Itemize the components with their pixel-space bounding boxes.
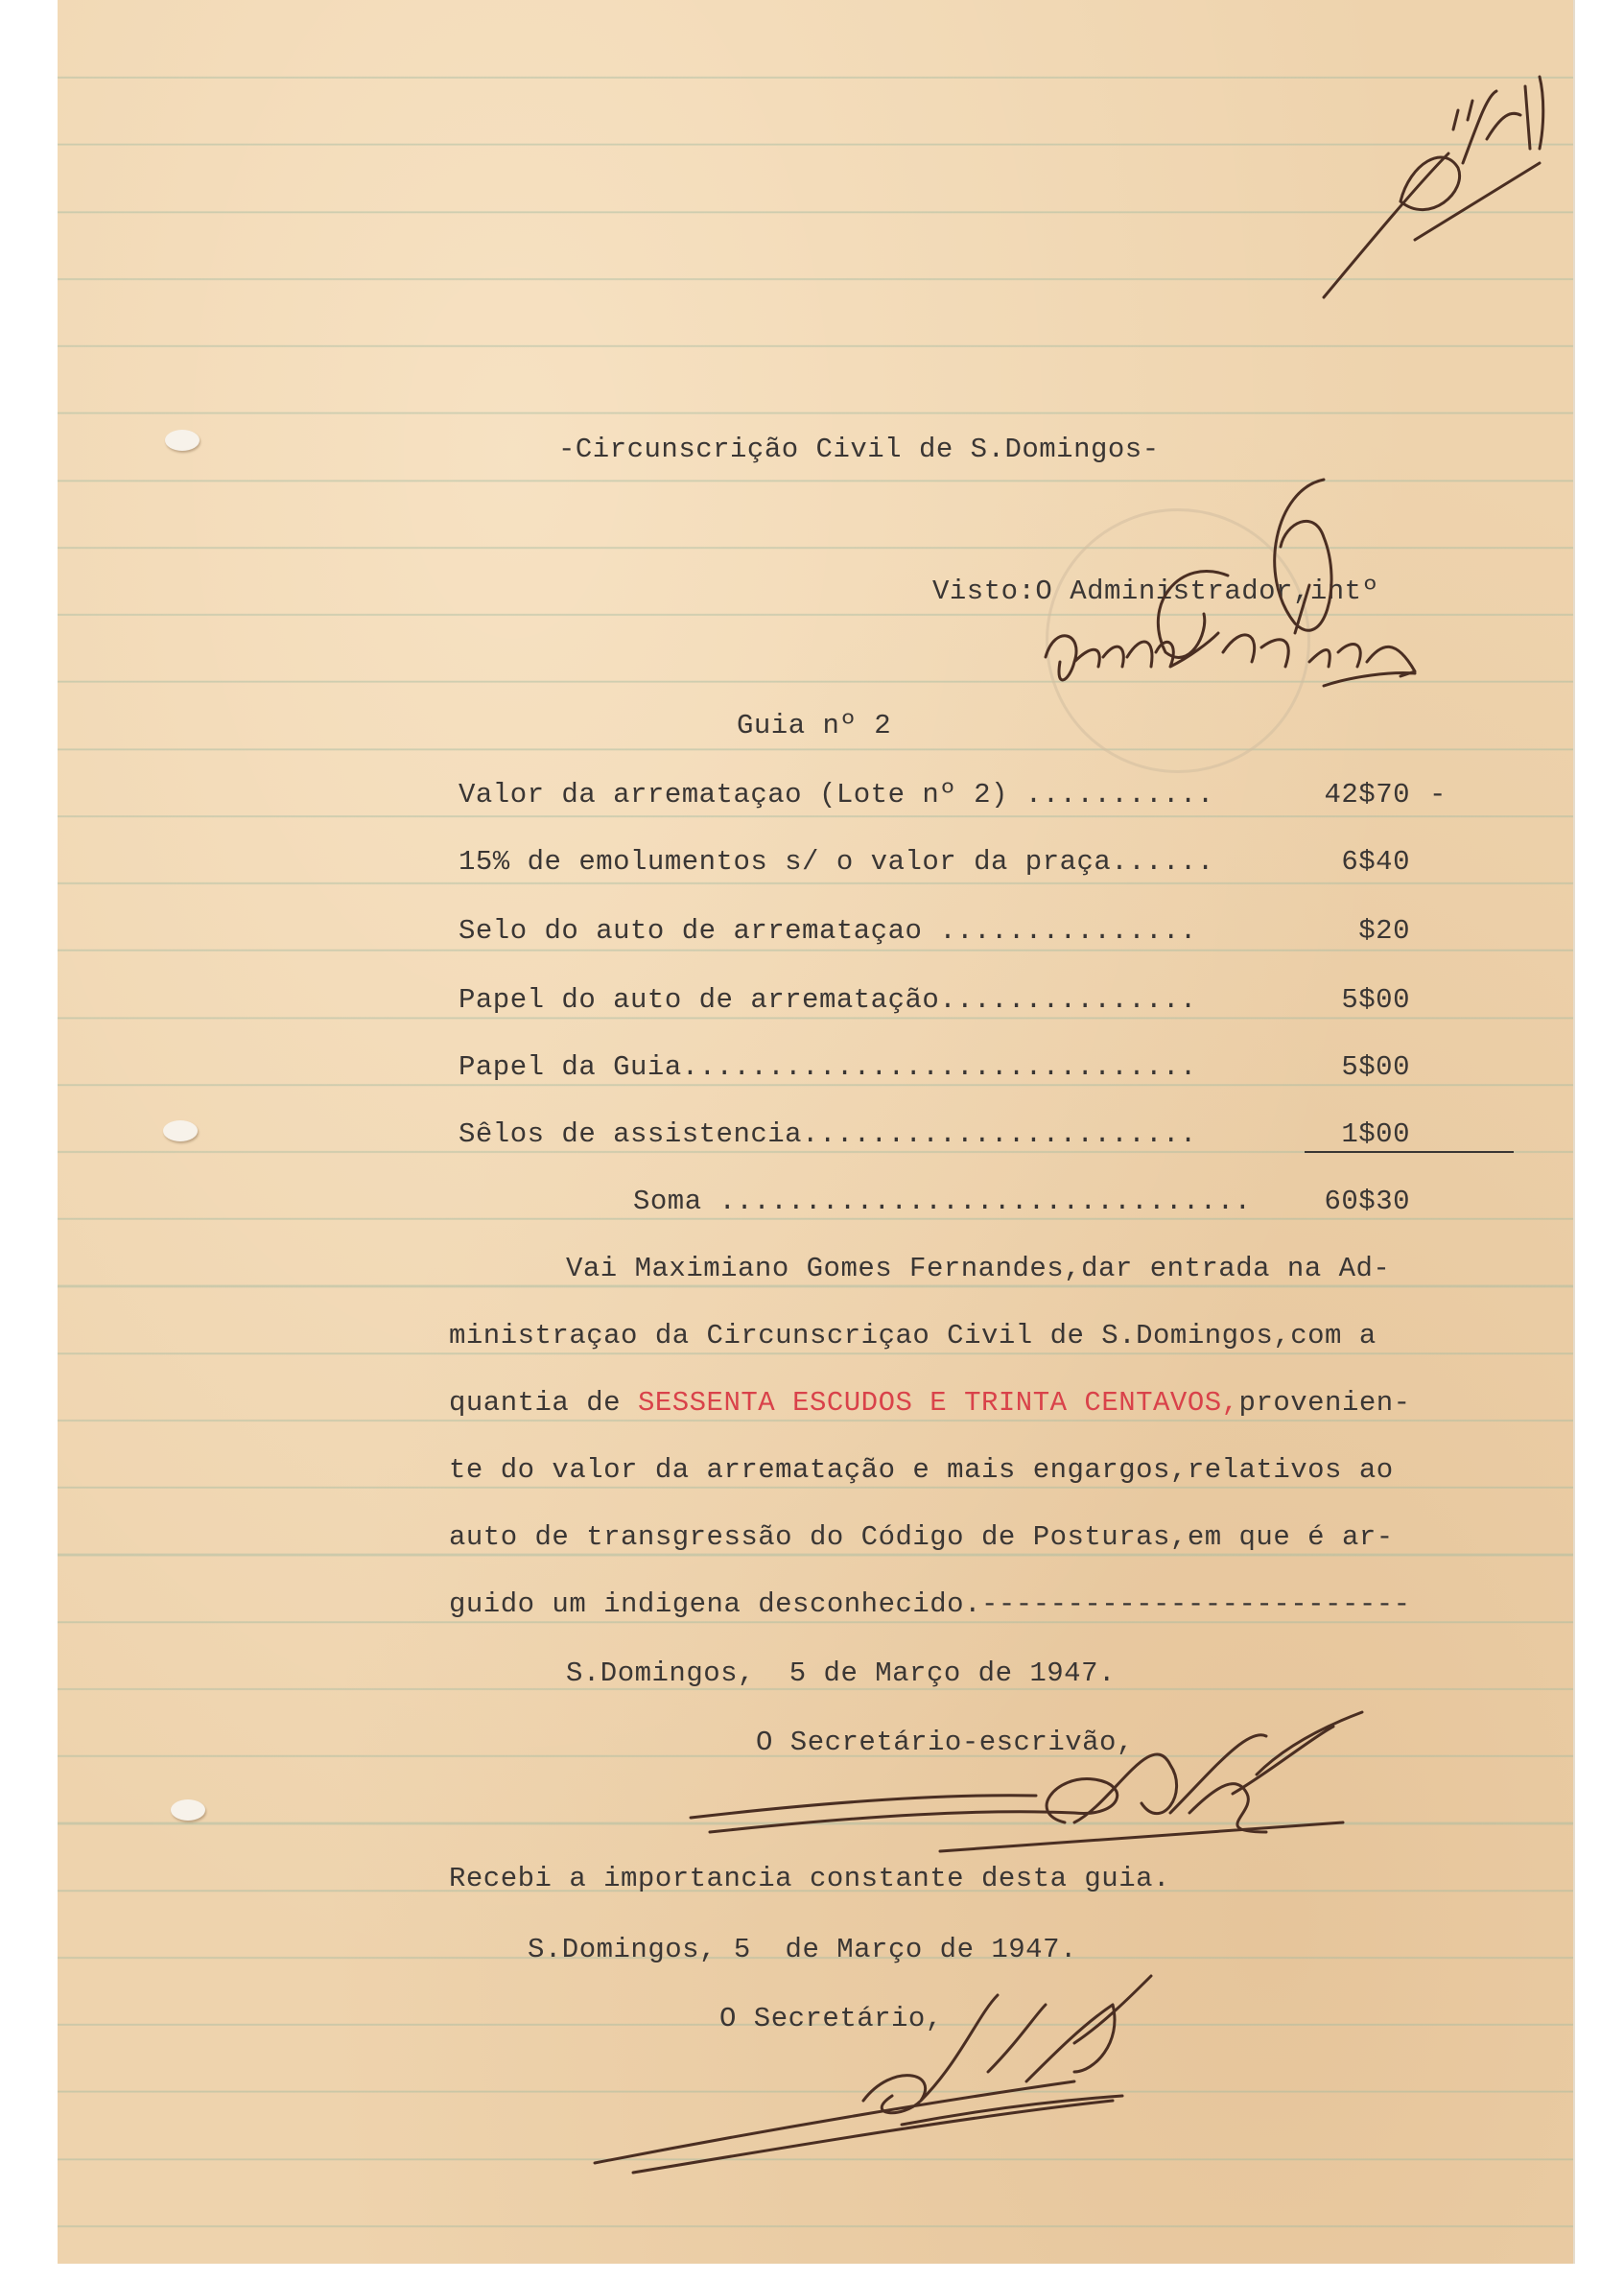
- item-amount: 5$00: [1341, 984, 1410, 1016]
- item-description: 15% de emolumentos s/ o valor da praça......: [459, 846, 1214, 878]
- body-text: quantia de: [449, 1387, 638, 1419]
- body-line: te do valor da arrematação e mais engargos,relativos ao: [449, 1454, 1394, 1486]
- body-line: Vai Maximiano Gomes Fernandes,dar entrada na Ad-: [566, 1253, 1391, 1284]
- secretario-label: O Secretário,: [719, 2003, 943, 2034]
- item-amount: $20: [1358, 915, 1410, 947]
- body-line: guido um indigena desconhecido.-------------------------: [449, 1588, 1411, 1620]
- item-description: Valor da arremataçao (Lote nº 2) ...........: [459, 779, 1214, 811]
- sum-underline: [1305, 1151, 1514, 1153]
- total-amount: 60$30: [1324, 1186, 1410, 1217]
- receipt-date: S.Domingos, 5 de Março de 1947.: [528, 1934, 1077, 1965]
- item-description: Papel do auto de arrematação...............: [459, 984, 1197, 1016]
- signature-top-right: [1257, 58, 1564, 317]
- signature-secretario-escrivao: [671, 1688, 1362, 1880]
- item-amount: 1$00: [1341, 1118, 1410, 1150]
- signature-administrador: [1036, 470, 1439, 719]
- total-description: Soma ...............................: [633, 1186, 1252, 1217]
- body-text: provenien-: [1238, 1387, 1411, 1419]
- receipt-text: Recebi a importancia constante desta guia.: [449, 1863, 1170, 1894]
- signature-secretario: [576, 1957, 1247, 2187]
- item-amount: 5$00: [1341, 1051, 1410, 1083]
- item-suffix: -: [1429, 779, 1447, 811]
- punch-hole-middle: [163, 1120, 198, 1141]
- punch-hole-bottom: [171, 1799, 205, 1821]
- item-description: Papel da Guia..............................: [459, 1051, 1197, 1083]
- document-title: -Circunscrição Civil de S.Domingos-: [558, 434, 1160, 465]
- document-page: [58, 0, 1573, 2264]
- secretario-escrivao-label: O Secretário-escrivão,: [756, 1727, 1134, 1758]
- body-line: ministraçao da Circunscriçao Civil de S.Domingos,com a: [449, 1320, 1377, 1352]
- amount-in-words: SESSENTA ESCUDOS E TRINTA CENTAVOS,: [637, 1387, 1239, 1419]
- punch-hole-top: [165, 430, 200, 451]
- item-description: Selo do auto de arremataçao ...............: [459, 915, 1197, 947]
- body-line-amount: [449, 1387, 1411, 1419]
- visto-administrador: Visto:O Administrador,intº: [932, 576, 1379, 607]
- item-amount: 42$70: [1324, 779, 1410, 811]
- guia-number: Guia nº 2: [737, 710, 892, 741]
- closing-date: S.Domingos, 5 de Março de 1947.: [566, 1657, 1116, 1689]
- item-description: Sêlos de assistencia.......................: [459, 1118, 1197, 1150]
- item-amount: 6$40: [1341, 846, 1410, 878]
- body-line: auto de transgressão do Código de Posturas,em que é ar-: [449, 1521, 1394, 1553]
